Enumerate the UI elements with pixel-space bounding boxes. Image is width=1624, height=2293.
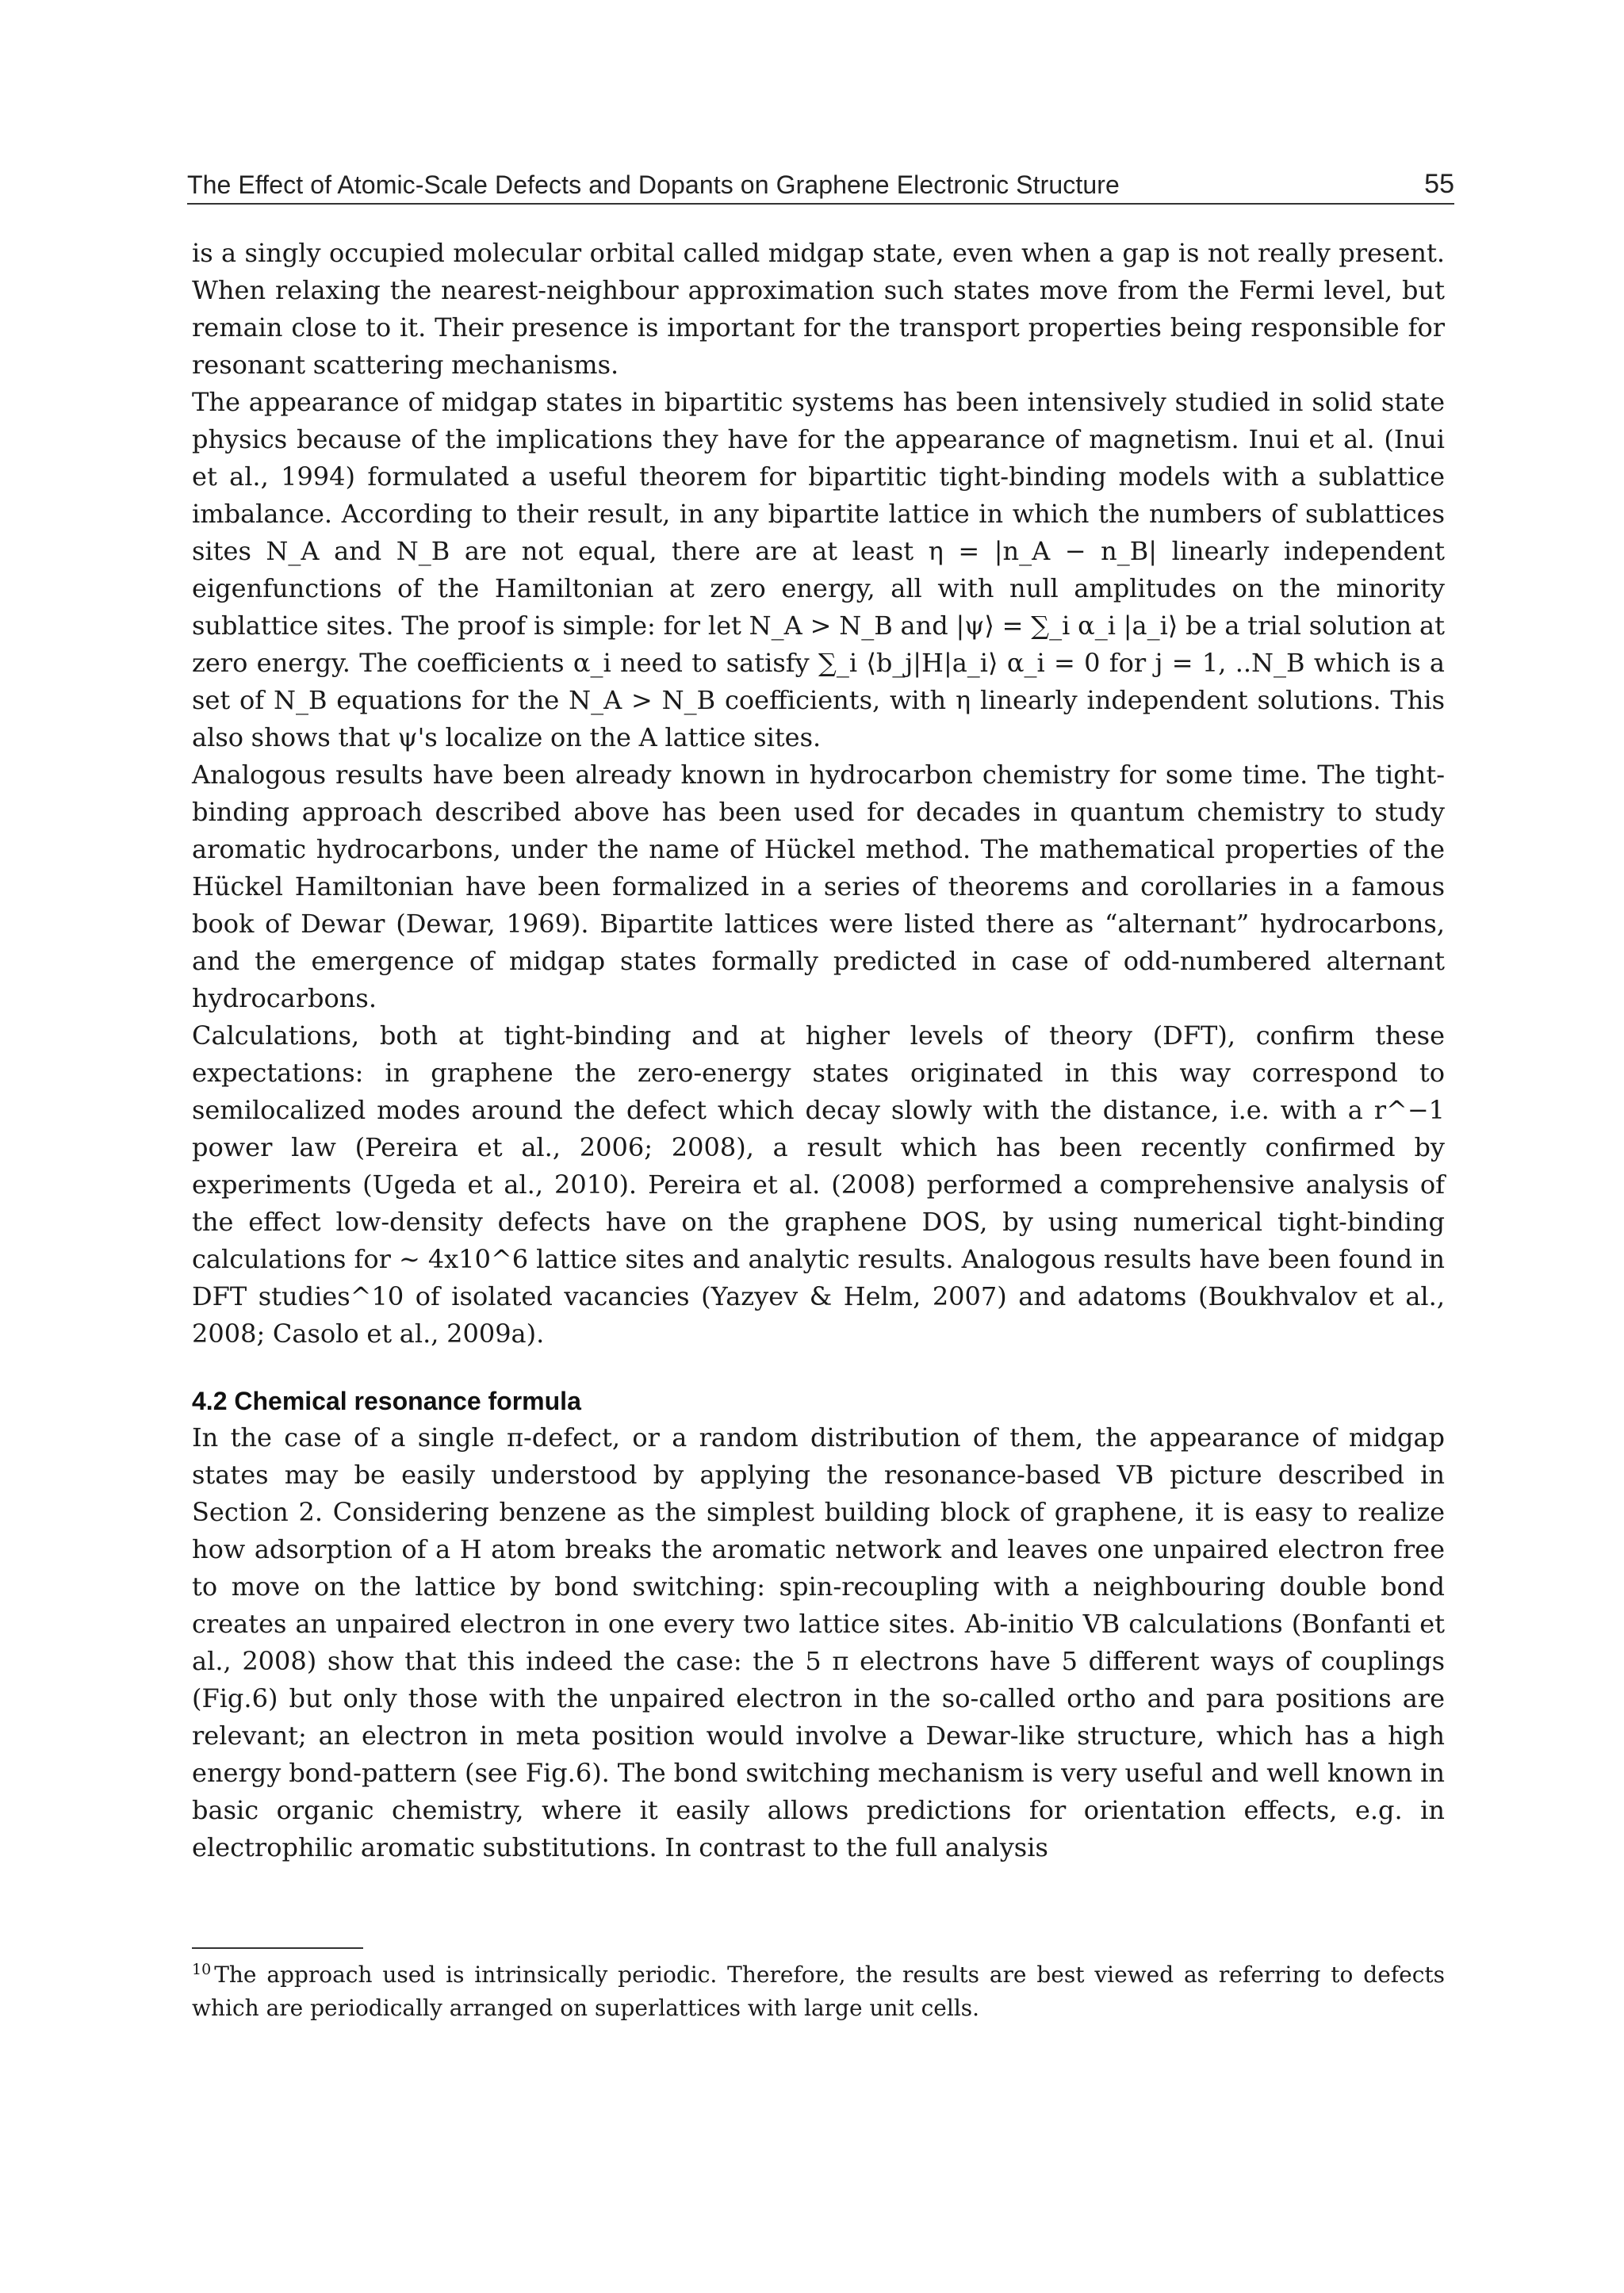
- footnote-mark: 10: [192, 1960, 212, 1978]
- section-heading: 4.2 Chemical resonance formula: [192, 1387, 581, 1415]
- section-paragraph: In the case of a single π-defect, or a random distribution of them, the appearance of midgap states may be easily understood by applying the resonance-based VB picture described in Section 2. Considering benzene as the simplest building block of graphene, it is easy to realize how adsorption of a H atom breaks the aromatic network and leaves one unpaired electron free to move on the lattice by bond switching: spin-recoupling with a neighbouring double bond creates an unpaired electron in one every two lattice sites. Ab-initio VB calculations (Bonfanti et al., 2008) show that this indeed the case: the 5 π electrons have 5 different ways of couplings (Fig.6) but only those with the unpaired electron in the so-called ortho and para positions are relevant; an electron in meta position would involve a Dewar-like structure, which has a high energy bond-pattern (see Fig.6). The bond switching mechanism is very useful and well known in basic organic chemistry, where it easily allows predictions for orientation effects, e.g. in electrophilic aromatic substitutions. In contrast to the full analysis: [192, 1422, 1445, 1862]
- paragraph-3: Analogous results have been already known in hydrocarbon chemistry for some time. The tight-binding approach described above has been used for decades in quantum chemistry to study aromatic hydrocarbons, under the name of Hückel method. The mathematical properties of the Hückel Hamiltonian have been formalized in a series of theorems and corollaries in a famous book of Dewar (Dewar, 1969). Bipartite lattices were listed there as “alternant” hydrocarbons, and the emergence of midgap states formally predicted in case of odd-numbered alternant hydrocarbons.: [192, 760, 1445, 1013]
- paragraph-4: Calculations, both at tight-binding and at higher levels of theory (DFT), confirm these expectations: in graphene the zero-energy states originated in this way correspond to semilocalized modes around the defect which decay slowly with the distance, i.e. with a r^−1 power law (Pereira et al., 2006; 2008), a result which has been recently confirmed by experiments (Ugeda et al., 2010). Pereira et al. (2008) performed a comprehensive analysis of the effect low-density defects have on the graphene DOS, by using numerical tight-binding calculations for ∼ 4x10^6 lattice sites and analytic results. Analogous results have been found in DFT studies^10 of isolated vacancies (Yazyev & Helm, 2007) and adatoms (Boukhvalov et al., 2008; Casolo et al., 2009a).: [192, 1020, 1445, 1349]
- page-header: [187, 163, 1454, 205]
- running-head: The Effect of Atomic-Scale Defects and Dopants on Graphene Electronic Structure: [187, 170, 1120, 199]
- body-text: [192, 235, 1445, 1866]
- page-number: 55: [1424, 169, 1454, 199]
- paragraph-1: is a singly occupied molecular orbital called midgap state, even when a gap is not really present. When relaxing the nearest-neighbour approximation such states move from the Fermi level, but remain close to it. Their presence is important for the transport properties being responsible for resonant scattering mechanisms.: [192, 238, 1445, 380]
- footnote-rule: [192, 1947, 363, 1949]
- footnote-text: The approach used is intrinsically periodic. Therefore, the results are best viewed as referring to defects which are periodically arranged on superlattices with large unit cells.: [192, 1962, 1445, 2021]
- footnote: [192, 1958, 1445, 2025]
- paragraph-2: The appearance of midgap states in bipartitic systems has been intensively studied in solid state physics because of the implications they have for the appearance of magnetism. Inui et al. (Inui et al., 1994) formulated a useful theorem for bipartitic tight-binding models with a sublattice imbalance. According to their result, in any bipartite lattice in which the numbers of sublattices sites N_A and N_B are not equal, there are at least η = |n_A − n_B| linearly independent eigenfunctions of the Hamiltonian at zero energy, all with null amplitudes on the minority sublattice sites. The proof is simple: for let N_A > N_B and |ψ⟩ = ∑_i α_i |a_i⟩ be a trial solution at zero energy. The coefficients α_i need to satisfy ∑_i ⟨b_j|H|a_i⟩ α_i = 0 for j = 1, ..N_B which is a set of N_B equations for the N_A > N_B coefficients, with η linearly independent solutions. This also shows that ψ's localize on the A lattice sites.: [192, 387, 1445, 752]
